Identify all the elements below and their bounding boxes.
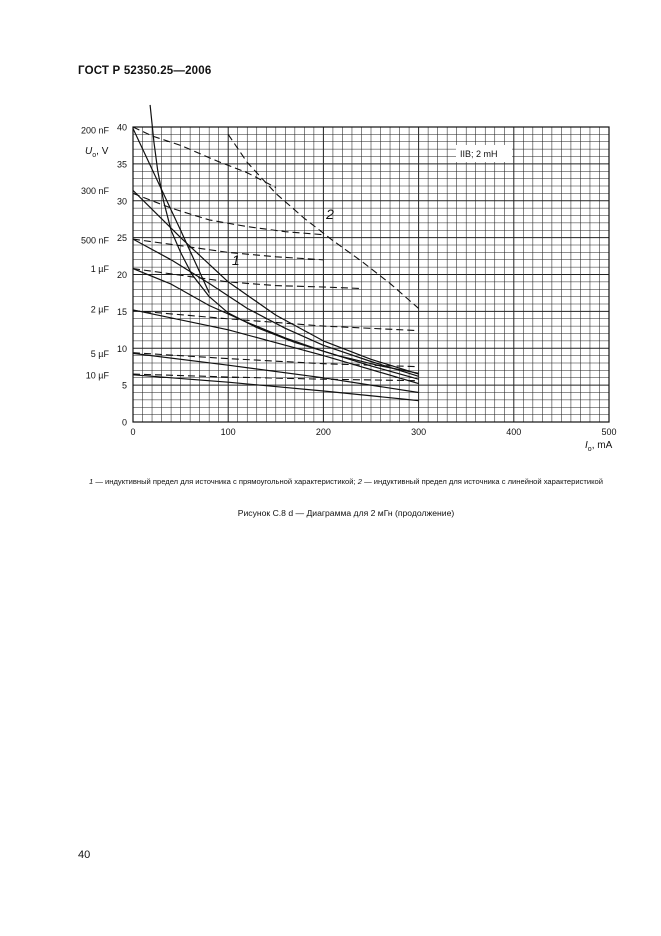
y-tick-label: 20 — [116, 270, 127, 280]
box-label — [456, 145, 512, 162]
legend-number-2: 2 — [357, 477, 362, 486]
x-axis-title — [585, 440, 613, 453]
x-tick-label: 100 — [220, 427, 236, 437]
y-tick-labels — [117, 123, 127, 428]
x-tick-label: 0 — [130, 427, 136, 437]
x-axis-unit: , mA — [591, 440, 613, 451]
y-tick-label: 25 — [116, 233, 127, 244]
x-tick-label: 400 — [506, 427, 522, 437]
y-axis-subscript: o — [92, 152, 97, 159]
capacitance-labels — [81, 125, 110, 380]
capacitance-label: 1 µF — [90, 264, 109, 275]
y-tick-label: 15 — [116, 306, 127, 317]
legend-text-1: — индуктивный предел для источника с прямоугольной характеристикой; — [93, 477, 358, 486]
x-tick-label: 200 — [315, 427, 331, 437]
y-axis-unit: , V — [96, 146, 109, 157]
page-number: 40 — [78, 849, 91, 861]
capacitance-label: 200 nF — [80, 125, 109, 136]
figure-caption: Рисунок С.8 d — Диаграмма для 2 мГн (продолжение) — [237, 508, 455, 518]
capacitance-label: 2 µF — [90, 304, 109, 315]
curve-number-label: 2 — [326, 206, 334, 223]
curve-number-label: 1 — [231, 251, 240, 268]
legend-text-2: — индуктивный предел для источника с линейной характеристикой — [361, 477, 603, 486]
capacitance-label: 10 µF — [85, 370, 109, 381]
y-tick-label: 0 — [121, 417, 127, 428]
capacitance-label: 300 nF — [80, 185, 109, 196]
y-tick-label: 5 — [121, 380, 127, 391]
y-axis-title — [85, 146, 109, 159]
y-tick-label: 35 — [116, 159, 127, 170]
x-tick-label: 500 — [601, 427, 617, 437]
box-label-text: IIB; 2 mH — [460, 149, 498, 159]
legend-number-1: 1 — [89, 477, 94, 486]
y-tick-label: 30 — [116, 196, 127, 207]
figure-legend — [78, 477, 614, 487]
x-axis-symbol: I — [585, 440, 588, 451]
x-tick-labels — [130, 427, 616, 437]
y-axis-symbol: U — [85, 146, 93, 157]
y-tick-label: 40 — [116, 122, 127, 133]
document-header: ГОСТ Р 52350.25—2006 — [78, 65, 212, 77]
capacitance-label: 5 µF — [90, 348, 109, 359]
x-tick-label: 300 — [411, 427, 427, 437]
capacitance-label: 500 nF — [80, 235, 109, 246]
y-tick-label: 10 — [116, 343, 127, 354]
x-axis-subscript: o — [587, 446, 592, 453]
